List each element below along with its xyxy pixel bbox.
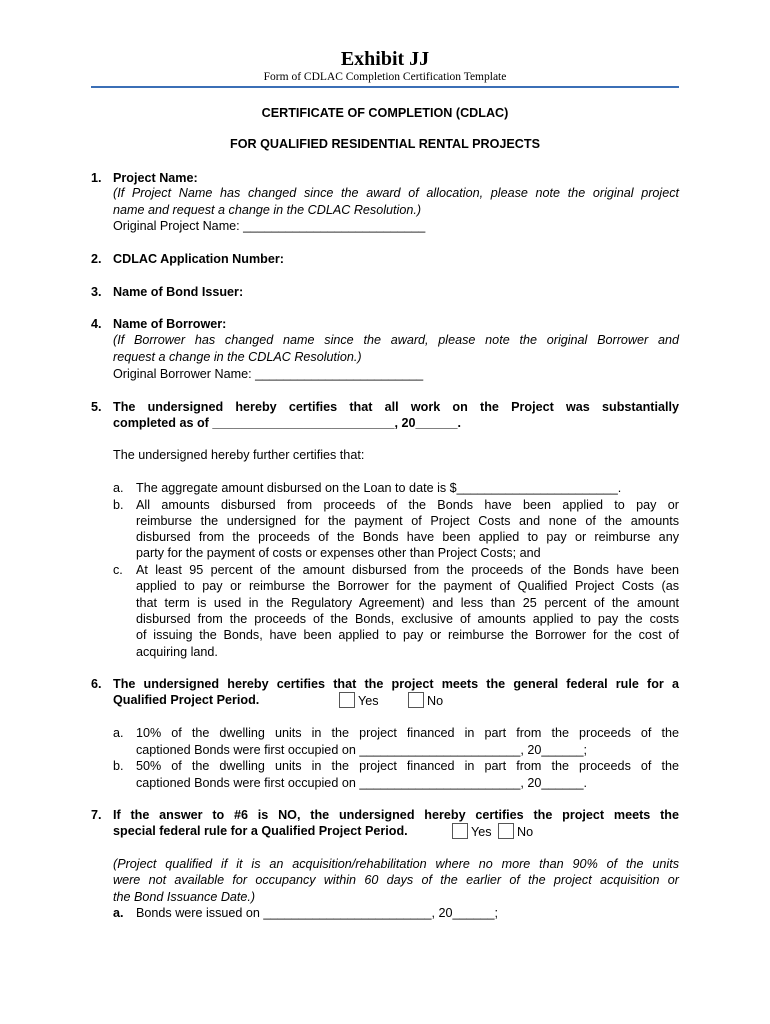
item-b-line: party for the payment of costs or expenses other than Project Costs; and (136, 546, 541, 560)
no-checkbox[interactable] (498, 823, 514, 839)
exhibit-subtitle: Form of CDLAC Completion Certification Template (263, 71, 507, 83)
item-b-line: reimburse the undersigned for the payment of Project Costs and none of the amounts (136, 514, 679, 528)
completion-certification-line: The undersigned hereby certifies that all work on the Project was substantially (113, 400, 679, 414)
cdlac-application-number-label: CDLAC Application Number: (113, 252, 284, 266)
bond-issuer-label: Name of Bond Issuer: (113, 285, 244, 299)
borrower-note-line: request a change in the CDLAC Resolution.) (113, 350, 362, 364)
item-letter: c. (113, 563, 123, 577)
general-rule-certification-line: The undersigned hereby certifies that the project meets the general federal rule for a (113, 677, 679, 691)
qualified-project-period-label: Qualified Project Period. (113, 693, 260, 707)
certificate-subheading: FOR QUALIFIED RESIDENTIAL RENTAL PROJECTS (230, 137, 540, 151)
further-certifies-text: The undersigned hereby further certifies that: (113, 448, 365, 462)
item-c-line: applied to pay or reimburse the Borrower for the payment of Qualified Project Costs (as (136, 579, 679, 593)
special-rule-label: special federal rule for a Qualified Project Period. (113, 824, 408, 838)
bonds-issued-date-field[interactable]: Bonds were issued on ________________________, 20______; (136, 906, 499, 920)
yes-checkbox[interactable] (452, 823, 468, 839)
item-c-line: of issuing the Bonds, have been applied to pay or reimburse the Borrower for the cost of (136, 628, 679, 642)
no-label: No (427, 694, 444, 708)
section-7-number: 7. (91, 808, 102, 822)
project-name-note-line: (If Project Name has changed since the award of allocation, please note the original project (113, 186, 679, 200)
section-6-number: 6. (91, 677, 102, 691)
yes-label: Yes (358, 694, 379, 708)
certificate-heading: CERTIFICATE OF COMPLETION (CDLAC) (261, 106, 509, 120)
yes-checkbox[interactable] (339, 692, 355, 708)
special-rule-yes-option[interactable] (452, 823, 492, 840)
completion-date-field[interactable]: completed as of __________________________, 20______. (113, 416, 462, 430)
section-1-number: 1. (91, 171, 102, 185)
item-b-line: All amounts disbursed from proceeds of the Bonds have been applied to pay or (136, 498, 679, 512)
item-letter: a. (113, 481, 124, 495)
item-letter: a. (113, 726, 124, 740)
header-divider (91, 86, 679, 88)
general-rule-yes-option[interactable] (339, 692, 379, 709)
special-rule-note-line: were not available for occupancy within 60 days of the earlier of the project acquisition or (113, 873, 679, 887)
no-checkbox[interactable] (408, 692, 424, 708)
item-6a-line: 10% of the dwelling units in the project financed in part from the proceeds of the (136, 726, 679, 740)
yes-label: Yes (471, 825, 492, 839)
borrower-note-line: (If Borrower has changed name since the award, please note the original Borrower and (113, 333, 679, 347)
item-6b-line: 50% of the dwelling units in the project financed in part from the proceeds of the (136, 759, 679, 773)
general-rule-no-option[interactable] (408, 692, 443, 709)
item-c-line: acquiring land. (136, 645, 218, 659)
item-c-line: disbursed from the proceeds of the Bonds, exclusive of amounts applied to pay the costs (136, 612, 679, 626)
no-label: No (517, 825, 534, 839)
item-c-line: that term is used in the Regulatory Agreement) and less than 25 percent of the amount (136, 596, 679, 610)
special-rule-note-line: the Bond Issuance Date.) (113, 890, 256, 904)
item-letter: b. (113, 498, 124, 512)
project-name-note-line: name and request a change in the CDLAC Resolution.) (113, 203, 422, 217)
item-b-line: disbursed from the proceeds of the Bonds have been applied to pay or reimburse any (136, 530, 679, 544)
section-3-number: 3. (91, 285, 102, 299)
first-occupied-10-field[interactable]: captioned Bonds were first occupied on _______________________, 20______; (136, 743, 587, 757)
section-4-number: 4. (91, 317, 102, 331)
special-rule-note-line: (Project qualified if it is an acquisition/rehabilitation where no more than 90% of the units (113, 857, 679, 871)
aggregate-amount-field[interactable]: The aggregate amount disbursed on the Loan to date is $_______________________. (136, 481, 622, 495)
item-letter: a. (113, 906, 124, 920)
item-c-line: At least 95 percent of the amount disbursed from the proceeds of the Bonds have been (136, 563, 679, 577)
special-rule-no-option[interactable] (498, 823, 533, 840)
section-2-number: 2. (91, 252, 102, 266)
original-project-name-field[interactable]: Original Project Name: __________________________ (113, 219, 426, 233)
special-rule-certification-line: If the answer to #6 is NO, the undersigned hereby certifies the project meets the (113, 808, 679, 822)
exhibit-title: Exhibit JJ (340, 48, 430, 70)
borrower-name-label: Name of Borrower: (113, 317, 227, 331)
project-name-label: Project Name: (113, 171, 198, 185)
item-letter: b. (113, 759, 124, 773)
original-borrower-name-field[interactable]: Original Borrower Name: ________________________ (113, 367, 424, 381)
first-occupied-50-field[interactable]: captioned Bonds were first occupied on _______________________, 20______. (136, 776, 587, 790)
section-5-number: 5. (91, 400, 102, 414)
